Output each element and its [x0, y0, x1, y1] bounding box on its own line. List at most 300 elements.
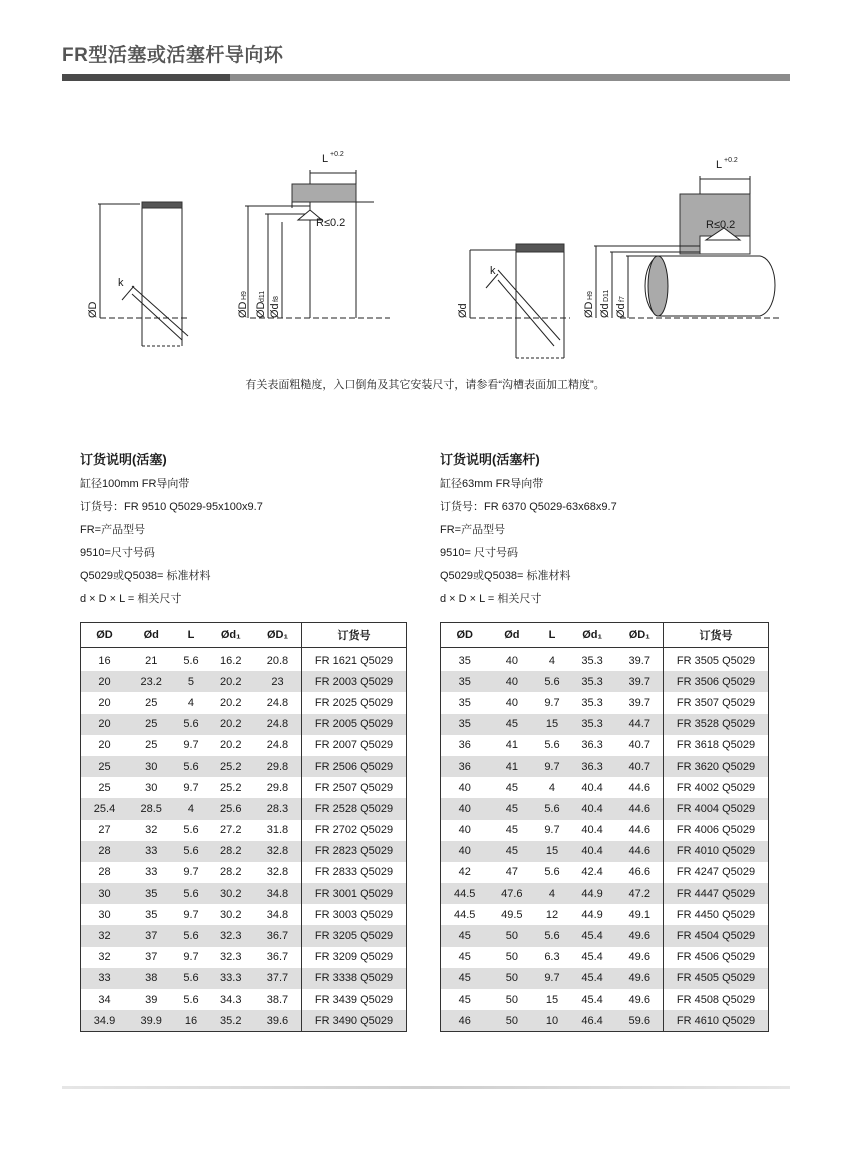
table-cell: 20: [98, 739, 111, 752]
table-cell: 45: [488, 714, 535, 735]
guide-ring-section-a: [142, 202, 182, 208]
table-cell: 47: [505, 866, 518, 879]
table-cell: 32.3: [208, 925, 254, 946]
table-cell: 15: [535, 841, 568, 862]
table-cell: FR 2823 Q5029: [302, 841, 407, 862]
table-row: [81, 989, 407, 1010]
table-cell: 35.3: [581, 654, 603, 667]
table-cell: 45: [505, 824, 518, 837]
table-row: [441, 798, 769, 819]
table-cell: 40: [441, 798, 489, 819]
table-cell: 32.3: [220, 951, 242, 964]
table-cell: 50: [488, 968, 535, 989]
table-cell: 40.4: [581, 824, 603, 837]
table-row: [81, 648, 407, 672]
size-table-piston: [80, 622, 407, 1032]
dim-d-f8-mid: Ød: [269, 303, 281, 318]
table-cell: 33: [128, 841, 174, 862]
col-header: ØD: [441, 623, 489, 648]
table-cell: 9.7: [535, 968, 568, 989]
table-cell: 34.8: [254, 883, 302, 904]
table-cell: FR 3528 Q5029: [664, 714, 769, 735]
table-cell: 32.8: [266, 866, 289, 879]
table-cell: 34.8: [266, 908, 289, 921]
table-cell: 44.6: [628, 781, 650, 794]
dim-D-H9-mid: ØD: [237, 301, 249, 318]
order-line: 缸径100mm FR导向带: [80, 478, 190, 490]
table-cell: 9.7: [183, 951, 199, 964]
table-cell: 40.4: [569, 841, 616, 862]
radius-label-mid: R≤0.2: [316, 217, 346, 229]
table-row: [81, 692, 407, 713]
table-cell: 40: [441, 841, 489, 862]
table-cell: 40: [458, 781, 471, 794]
table-cell: 44.6: [616, 798, 664, 819]
table-row: [81, 777, 407, 798]
table-cell: 25: [145, 696, 158, 709]
order-line: Q5029或Q5038= 标准材料: [440, 570, 571, 582]
table-cell: 40.7: [628, 739, 650, 752]
dim-D11-right: D11: [603, 289, 610, 302]
table-cell: 9.7: [183, 866, 199, 879]
table-cell: 5.6: [183, 993, 199, 1006]
col-header: 订货号: [302, 623, 407, 648]
table-cell: 16.2: [220, 654, 242, 667]
table-cell: 38: [128, 968, 174, 989]
size-table-rod: [440, 622, 769, 1032]
table-cell: 40.4: [569, 798, 616, 819]
table-cell: FR 3338 Q5029: [302, 968, 407, 989]
col-header: ØD₁: [254, 623, 302, 648]
table-cell: 35.3: [581, 696, 603, 709]
order-line: d × D × L = 相关尺寸: [80, 593, 182, 605]
table-cell: 5.6: [183, 824, 199, 837]
table-cell: 5.6: [174, 841, 207, 862]
table-cell: 49.1: [628, 908, 650, 921]
table-cell: 46.6: [628, 866, 650, 879]
table-cell: 20.2: [220, 739, 242, 752]
table-cell: 35.3: [569, 714, 616, 735]
dim-L-mid: L: [322, 153, 329, 165]
table-cell: FR 3620 Q5029: [664, 756, 769, 777]
table-row: [81, 756, 407, 777]
table-row: [441, 671, 769, 692]
table-cell: 31.8: [266, 824, 289, 837]
col-header: Ød₁: [208, 623, 254, 648]
table-cell: 44.9: [581, 908, 603, 921]
table-cell: 32: [145, 824, 158, 837]
table-cell: 41: [488, 756, 535, 777]
table-row: [81, 671, 407, 692]
table-cell: 5.6: [174, 968, 207, 989]
table-cell: 5: [174, 671, 207, 692]
table-cell: 44.5: [454, 908, 476, 921]
table-cell: 28: [81, 841, 129, 862]
table-cell: 39.7: [616, 671, 664, 692]
table-cell: 24.8: [266, 739, 289, 752]
table-cell: 50: [488, 1010, 535, 1032]
table-cell: 30: [145, 781, 158, 794]
table-cell: 9.7: [544, 696, 560, 709]
table-cell: 29.8: [254, 756, 302, 777]
table-row: [441, 968, 769, 989]
table-row: [441, 692, 769, 713]
table-cell: 45.4: [581, 951, 603, 964]
footer-bar: [62, 1086, 790, 1089]
table-cell: FR 2507 Q5029: [302, 777, 407, 798]
order-heading: 订货说明(活塞杆): [440, 452, 540, 467]
table-cell: 6.3: [544, 951, 560, 964]
table-row: [441, 904, 769, 925]
k-label-right: k: [490, 265, 496, 277]
table-row: [81, 798, 407, 819]
table-row: [441, 777, 769, 798]
table-cell: 4: [535, 883, 568, 904]
table-row: [441, 925, 769, 946]
table-cell: 45: [441, 968, 489, 989]
table-cell: 9.7: [183, 739, 199, 752]
dim-L-right: L: [716, 159, 723, 171]
guide-ring-section-c: [516, 244, 564, 252]
installation-note: 有关表面粗糙度，入口倒角及其它安装尺寸，请参看“沟槽表面加工精度”。: [245, 379, 605, 391]
table-cell: 30: [128, 756, 174, 777]
table-cell: 5.6: [535, 671, 568, 692]
table-cell: FR 3507 Q5029: [664, 692, 769, 713]
table-cell: 44.5: [441, 883, 489, 904]
table-row: [441, 648, 769, 672]
table-cell: 20: [81, 671, 129, 692]
table-cell: 35: [145, 908, 158, 921]
order-info-piston: [80, 452, 420, 611]
table-cell: 30.2: [208, 883, 254, 904]
table-cell: 45.4: [569, 925, 616, 946]
table-cell: 20.2: [208, 714, 254, 735]
table-cell: 46.4: [569, 1010, 616, 1032]
table-cell: 4: [174, 798, 207, 819]
col-header: ØD₁: [616, 623, 664, 648]
table-cell: 4: [548, 654, 556, 667]
table-row: [441, 862, 769, 883]
table-cell: 35.3: [569, 671, 616, 692]
table-cell: 28.3: [254, 798, 302, 819]
table-row: [441, 841, 769, 862]
table-cell: FR 2506 Q5029: [302, 756, 407, 777]
table-cell: FR 4004 Q5029: [664, 798, 769, 819]
table-cell: 32: [98, 951, 111, 964]
table-cell: 40: [505, 696, 518, 709]
table-cell: 9.7: [183, 781, 199, 794]
table-row: [81, 1010, 407, 1032]
table-cell: 49.6: [628, 993, 650, 1006]
table-cell: FR 3618 Q5029: [664, 735, 769, 756]
table-cell: FR 2007 Q5029: [302, 735, 407, 756]
col-header: Ød: [128, 623, 174, 648]
table-cell: 23.2: [128, 671, 174, 692]
table-row: [441, 756, 769, 777]
table-cell: 39.9: [128, 1010, 174, 1032]
table-row: [81, 925, 407, 946]
table-cell: FR 4505 Q5029: [664, 968, 769, 989]
table-cell: 12: [545, 908, 559, 921]
table-cell: 45: [488, 798, 535, 819]
order-line: 9510=尺寸号码: [80, 547, 155, 559]
table-cell: FR 4450 Q5029: [664, 904, 769, 925]
table-cell: 40: [505, 654, 518, 667]
dim-L-tol-mid: +0.2: [330, 151, 344, 158]
table-cell: 5.6: [544, 739, 560, 752]
order-line: 缸径63mm FR导向带: [440, 478, 544, 490]
table-cell: 36.7: [266, 951, 289, 964]
table-cell: 45: [441, 925, 489, 946]
table-cell: FR 1621 Q5029: [302, 648, 407, 672]
table-cell: 23: [254, 671, 302, 692]
table-cell: FR 3205 Q5029: [302, 925, 407, 946]
col-header: L: [535, 623, 568, 648]
table-cell: 47.6: [488, 883, 535, 904]
table-cell: 15: [545, 993, 559, 1006]
table-cell: 33: [81, 968, 129, 989]
table-cell: 36.3: [569, 756, 616, 777]
order-line: FR=产品型号: [440, 524, 506, 536]
radius-label-right: R≤0.2: [706, 219, 736, 231]
table-row: [81, 947, 407, 968]
table-cell: 59.6: [616, 1010, 664, 1032]
table-cell: 50: [505, 993, 518, 1006]
table-cell: 50: [505, 951, 518, 964]
title-bar-dark: [62, 74, 230, 81]
table-cell: 44.6: [616, 841, 664, 862]
table-cell: 9.7: [535, 756, 568, 777]
dim-D-left: ØD: [87, 301, 99, 318]
table-cell: FR 4610 Q5029: [664, 1010, 769, 1032]
table-cell: 24.8: [266, 696, 289, 709]
table-cell: 44.9: [569, 883, 616, 904]
table-cell: 25: [128, 714, 174, 735]
table-cell: 40.7: [616, 756, 664, 777]
table-cell: FR 4002 Q5029: [664, 777, 769, 798]
table-cell: 49.5: [501, 908, 523, 921]
table-cell: 27: [98, 824, 111, 837]
table-cell: 37: [145, 951, 158, 964]
table-cell: FR 2003 Q5029: [302, 671, 407, 692]
table-cell: 39.7: [628, 696, 650, 709]
table-cell: 16: [98, 654, 111, 667]
col-header: 订货号: [664, 623, 769, 648]
order-line: Q5029或Q5038= 标准材料: [80, 570, 211, 582]
table-cell: FR 3506 Q5029: [664, 671, 769, 692]
col-header: Ød: [488, 623, 535, 648]
table-cell: 27.2: [220, 824, 242, 837]
table-cell: 34: [98, 993, 111, 1006]
table-cell: 38.7: [266, 993, 289, 1006]
table-cell: 9.7: [183, 908, 199, 921]
table-cell: 5.6: [544, 866, 560, 879]
dim-f7-right: f7: [619, 296, 626, 302]
table-cell: FR 4010 Q5029: [664, 841, 769, 862]
table-cell: 35.2: [208, 1010, 254, 1032]
table-cell: 5.6: [535, 798, 568, 819]
table-cell: FR 2833 Q5029: [302, 862, 407, 883]
table-cell: 25.2: [220, 781, 242, 794]
table-cell: 45.4: [581, 993, 603, 1006]
dim-d-right: Ød: [457, 303, 469, 318]
table-cell: FR 4247 Q5029: [664, 862, 769, 883]
table-cell: 20.8: [266, 654, 289, 667]
table-cell: 33: [145, 866, 158, 879]
table-cell: 49.6: [628, 951, 650, 964]
col-header: ØD: [81, 623, 129, 648]
table-row: [81, 862, 407, 883]
table-cell: 25: [81, 756, 129, 777]
table-row: [441, 820, 769, 841]
table-cell: 35: [128, 883, 174, 904]
table-cell: 28.5: [128, 798, 174, 819]
dim-H9-mid: H9: [241, 291, 248, 300]
table-cell: 37.7: [254, 968, 302, 989]
table-row: [441, 883, 769, 904]
page-title: FR型活塞或活塞杆导向环: [62, 45, 284, 66]
table-cell: 5.6: [174, 925, 207, 946]
table-cell: 49.6: [616, 968, 664, 989]
guide-ring-section-b: [292, 184, 356, 202]
table-row: [81, 883, 407, 904]
dim-L-tol-right: +0.2: [724, 157, 738, 164]
table-cell: 39: [145, 993, 158, 1006]
table-cell: 35: [441, 714, 489, 735]
table-cell: FR 4447 Q5029: [664, 883, 769, 904]
table-cell: 30: [98, 908, 111, 921]
table-cell: 20: [81, 714, 129, 735]
table-cell: 16: [174, 1010, 207, 1032]
col-header: Ød₁: [569, 623, 616, 648]
table-cell: 28.2: [208, 841, 254, 862]
dim-D-H9-right: ØD: [583, 301, 595, 318]
table-row: [441, 1010, 769, 1032]
table-cell: 42: [458, 866, 471, 879]
table-cell: 50: [488, 925, 535, 946]
table-cell: 5.6: [174, 883, 207, 904]
table-cell: 36.3: [581, 739, 603, 752]
table-cell: 20: [98, 696, 111, 709]
table-cell: 25.4: [81, 798, 129, 819]
dim-f8-mid: f8: [273, 296, 280, 302]
table-cell: FR 3439 Q5029: [302, 989, 407, 1010]
dim-d11-mid: d11: [259, 290, 266, 302]
table-row: [81, 735, 407, 756]
table-cell: 25: [145, 739, 158, 752]
table-cell: 44.6: [628, 824, 650, 837]
table-cell: 20.2: [220, 696, 242, 709]
table-cell: 47.2: [616, 883, 664, 904]
table-cell: 15: [535, 714, 568, 735]
table-cell: 39.6: [254, 1010, 302, 1032]
table-cell: 49.6: [616, 925, 664, 946]
table-row: [81, 820, 407, 841]
table-cell: 37: [128, 925, 174, 946]
k-label-left: k: [118, 277, 124, 289]
dim-H9-right: H9: [587, 291, 594, 300]
table-cell: FR 2025 Q5029: [302, 692, 407, 713]
table-cell: 5.6: [174, 714, 207, 735]
table-cell: 45: [505, 781, 518, 794]
table-cell: 46: [441, 1010, 489, 1032]
table-cell: 29.8: [266, 781, 289, 794]
table-cell: 28.2: [220, 866, 242, 879]
table-cell: 36.7: [254, 925, 302, 946]
table-cell: 21: [145, 654, 158, 667]
dim-d1-f7-right: Ød: [615, 303, 627, 318]
dim-d1-right: Ød: [599, 303, 611, 318]
table-cell: FR 3001 Q5029: [302, 883, 407, 904]
table-cell: FR 3490 Q5029: [302, 1010, 407, 1032]
table-row: [441, 947, 769, 968]
table-cell: 40: [488, 671, 535, 692]
table-cell: FR 4508 Q5029: [664, 989, 769, 1010]
table-cell: 45: [488, 841, 535, 862]
table-cell: FR 2528 Q5029: [302, 798, 407, 819]
table-row: [441, 989, 769, 1010]
table-cell: 32: [81, 925, 129, 946]
table-cell: FR 4006 Q5029: [664, 820, 769, 841]
table-cell: FR 3209 Q5029: [302, 947, 407, 968]
title-bar-light: [230, 74, 790, 81]
table-cell: 34.3: [220, 993, 242, 1006]
table-cell: FR 2005 Q5029: [302, 714, 407, 735]
table-cell: 34.9: [81, 1010, 129, 1032]
order-heading: 订货说明(活塞): [80, 452, 167, 467]
table-row: [441, 714, 769, 735]
table-cell: 25.2: [208, 756, 254, 777]
table-cell: 28: [98, 866, 111, 879]
table-cell: 20.2: [208, 671, 254, 692]
table-cell: 44.7: [616, 714, 664, 735]
installation-drawing: [60, 140, 790, 380]
table-cell: 30.2: [220, 908, 242, 921]
table-row: [81, 968, 407, 989]
table-cell: 42.4: [581, 866, 603, 879]
order-line: 订货号：FR 6370 Q5029-63x68x9.7: [440, 501, 617, 513]
table-cell: 9.7: [544, 824, 560, 837]
table-cell: 33.3: [208, 968, 254, 989]
table-cell: 45.4: [569, 968, 616, 989]
order-line: d × D × L = 相关尺寸: [440, 593, 542, 605]
table-cell: FR 2702 Q5029: [302, 820, 407, 841]
table-cell: 45: [458, 993, 471, 1006]
table-cell: 5.6: [535, 925, 568, 946]
table-cell: 32.8: [254, 841, 302, 862]
order-line: FR=产品型号: [80, 524, 146, 536]
dim-D1-mid: ØD: [255, 301, 267, 318]
table-cell: 35: [458, 654, 471, 667]
table-cell: FR 3505 Q5029: [664, 648, 769, 672]
order-line: 9510= 尺寸号码: [440, 547, 518, 559]
table-cell: 36: [458, 739, 471, 752]
table-cell: 36: [441, 756, 489, 777]
table-cell: 24.8: [254, 714, 302, 735]
table-row: [81, 714, 407, 735]
table-cell: 40: [458, 824, 471, 837]
table-cell: FR 4504 Q5029: [664, 925, 769, 946]
table-cell: 35: [458, 696, 471, 709]
table-cell: 45: [458, 951, 471, 964]
table-cell: 25.6: [208, 798, 254, 819]
table-row: [441, 735, 769, 756]
table-cell: 5.6: [174, 756, 207, 777]
table-row: [81, 841, 407, 862]
table-row: [81, 904, 407, 925]
table-cell: 30: [81, 883, 129, 904]
order-line: 订货号：FR 9510 Q5029-95x100x9.7: [80, 501, 263, 513]
